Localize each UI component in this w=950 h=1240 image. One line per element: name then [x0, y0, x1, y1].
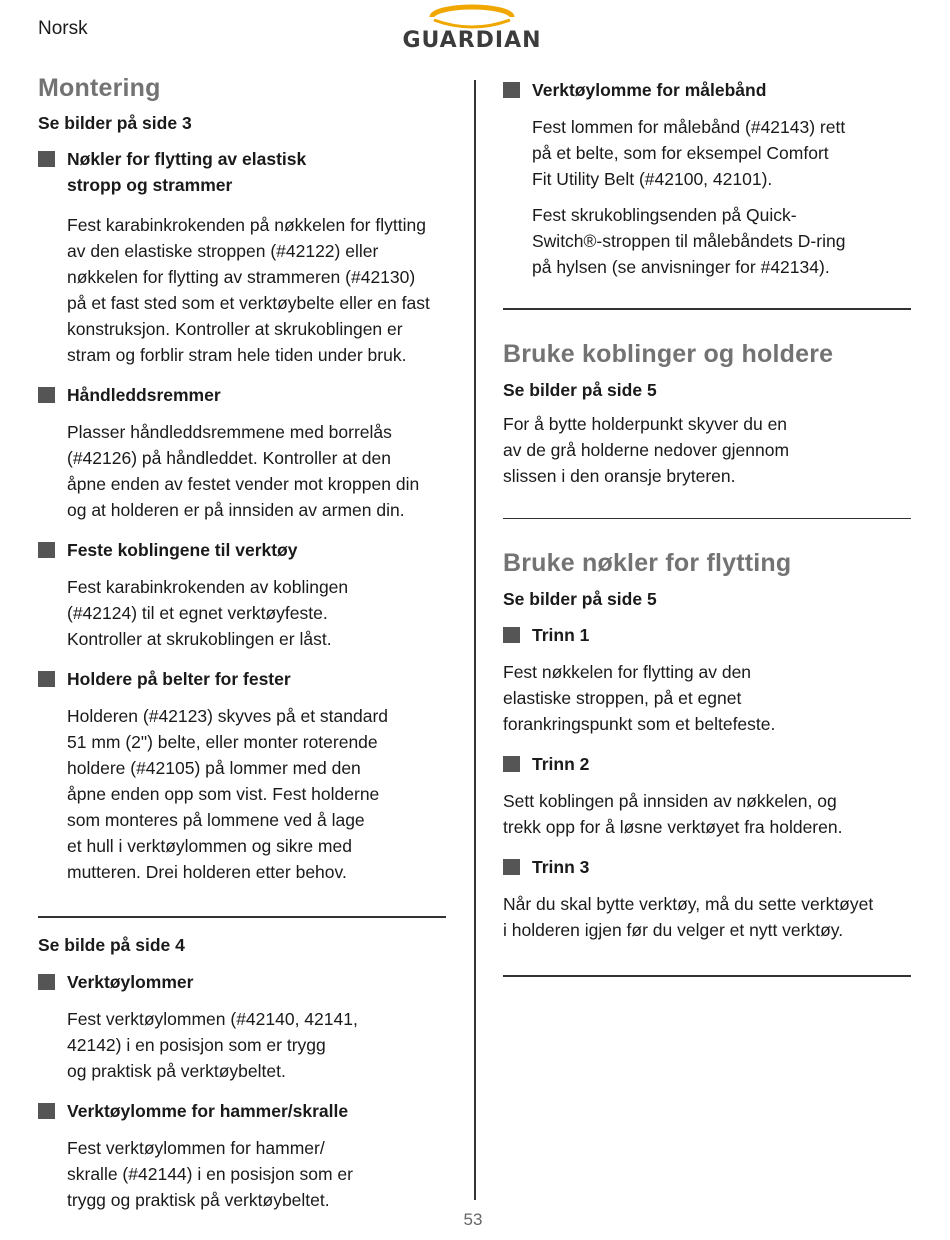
square-bullet-icon [38, 151, 55, 167]
column-divider [474, 80, 476, 1200]
square-bullet-icon [38, 387, 55, 403]
section-title-keys: Bruke nøkler for flytting [503, 549, 792, 577]
item-body: Fest skrukoblingsenden på Quick- Switch®-stroppen til målebåndets D-ring på hylsen (se anvisninger for #42134). [532, 205, 846, 277]
left-column [38, 72, 448, 1213]
instruction-item [503, 77, 911, 280]
item-body: Holderen (#42123) skyves på et standard 51 mm (2") belte, eller monter roterende holdere (#42105) på lommer med den åpne enden opp som vist. Fest holderne som monteres på lommene ved å lage et hull i verktøylommen og sikre med mutteren. Drei holderen etter behov. [67, 706, 389, 882]
item-heading: Nøkler for flytting av elastisk stropp og strammer [38, 146, 448, 198]
page-number: 53 [463, 1210, 483, 1229]
see-page-label: Se bilder på side 3 [38, 113, 192, 133]
square-bullet-icon [503, 82, 520, 98]
instruction-item [38, 969, 448, 1084]
see-page-label: Se bilder på side 5 [503, 589, 657, 609]
item-heading: Verktøylomme for hammer/skralle [38, 1098, 448, 1124]
step-item [503, 751, 911, 840]
section-body: For å bytte holderpunkt skyver du en av de grå holderne nedover gjennom slissen i den oransje bryteren. [503, 413, 790, 486]
step-item [503, 854, 911, 943]
step-body: Når du skal bytte verktøy, må du sette verktøyet i holderen igjen før du velger et nytt verktøy. [503, 894, 874, 940]
section-divider [38, 916, 446, 918]
square-bullet-icon [503, 627, 520, 643]
instruction-item [38, 537, 448, 652]
square-bullet-icon [503, 859, 520, 875]
item-heading: Håndleddsremmer [38, 382, 448, 408]
square-bullet-icon [38, 542, 55, 558]
square-bullet-icon [38, 1103, 55, 1119]
guardian-logo [386, 4, 558, 52]
item-heading: Verktøylomme for målebånd [503, 77, 911, 103]
section-divider [503, 975, 911, 977]
language-label: Norsk [38, 18, 88, 39]
brand-wordmark: GUARDIAN [402, 28, 542, 53]
square-bullet-icon [38, 671, 55, 687]
step-item [503, 622, 911, 737]
step-heading: Trinn 2 [503, 751, 911, 777]
item-heading: Feste koblingene til verktøy [38, 537, 448, 563]
item-body: Fest verktøylommen (#42140, 42141, 42142) i en posisjon som er trygg og praktisk på verktøybeltet. [67, 1008, 358, 1081]
step-body: Sett koblingen på innsiden av nøkkelen, og trekk opp for å løsne verktøyet fra holderen. [503, 791, 843, 837]
right-column [503, 72, 911, 977]
step-heading: Trinn 1 [503, 622, 911, 648]
section-divider [503, 308, 911, 310]
item-heading: Verktøylommer [38, 969, 448, 995]
item-heading: Holdere på belter for fester [38, 666, 448, 692]
section-divider [503, 518, 911, 520]
item-body: Plasser håndleddsremmene med borrelås (#42126) på håndleddet. Kontroller at den åpne enden av festet vender mot kroppen din og at holderen er på innsiden av armen din. [67, 422, 420, 520]
see-page-label: Se bilder på side 5 [503, 379, 657, 400]
instruction-item [38, 382, 448, 523]
step-heading: Trinn 3 [503, 854, 911, 880]
step-body: Fest nøkkelen for flytting av den elastiske stroppen, på et egnet forankringspunkt som et beltefeste. [503, 662, 776, 734]
instruction-item [38, 1098, 448, 1213]
instruction-item [38, 146, 448, 368]
item-body: Fest karabinkrokenden på nøkkelen for flytting av den elastiske stroppen (#42122) eller nøkkelen for flytting av strammeren (#42130) på et fast sted som et verktøybelte eller en fast konstruksjon. Kontroller at skrukoblingen er stram og forblir stram hele tiden under bruk. [67, 215, 430, 365]
square-bullet-icon [503, 756, 520, 772]
section-title-montering: Montering [38, 74, 161, 102]
square-bullet-icon [38, 974, 55, 990]
see-page-label: Se bilde på side 4 [38, 934, 185, 955]
item-body: Fest verktøylommen for hammer/ skralle (#42144) i en posisjon som er trygg og praktisk på verktøybeltet. [67, 1137, 353, 1210]
instruction-item [38, 666, 448, 885]
item-body: Fest karabinkrokenden av koblingen (#42124) til et egnet verktøyfeste. Kontroller at skrukoblingen er låst. [67, 577, 349, 649]
section-title-couplings: Bruke koblinger og holdere [503, 339, 834, 368]
item-body: Fest lommen for målebånd (#42143) rett på et belte, som for eksempel Comfort Fit Utility Belt (#42100, 42101). [532, 117, 846, 189]
logo-arc-icon [428, 4, 516, 30]
